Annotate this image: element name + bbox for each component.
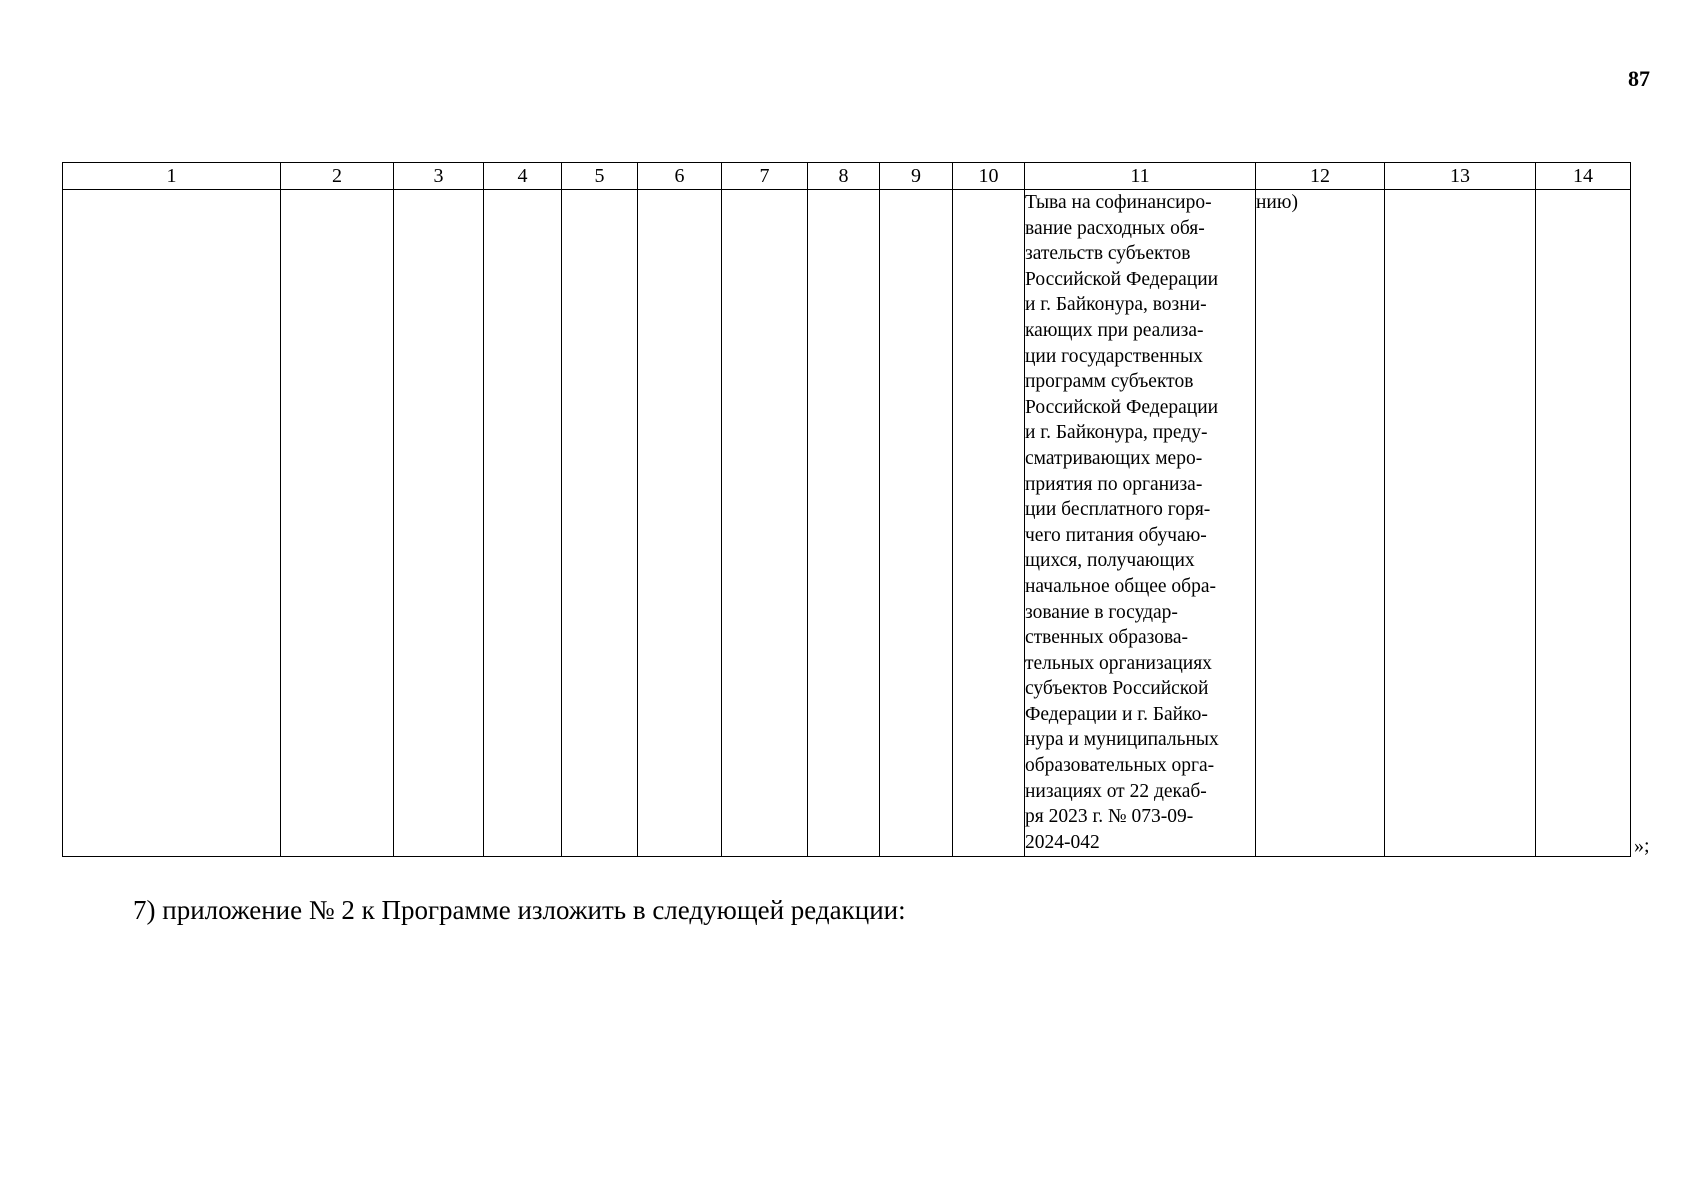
table-cell-3 — [394, 190, 484, 857]
column-header-10: 10 — [953, 163, 1025, 190]
table-cell-14 — [1536, 190, 1631, 857]
table-cell-8 — [808, 190, 880, 857]
table-cell-1 — [63, 190, 281, 857]
table-cell-4 — [484, 190, 562, 857]
data-table — [62, 162, 1631, 857]
table-row — [63, 190, 1631, 857]
instruction-paragraph: 7) приложение № 2 к Программе изложить в следующей редакции: — [133, 895, 906, 925]
column-header-3: 3 — [394, 163, 484, 190]
table-cell-11-description: Тыва на софинансиро- вание расходных обя- зательств субъектов Российской Федерации и г. Байконура, возни- кающих при реализа- ции государственных программ субъектов Российской Федерации и г. Байконура, преду- сматривающих меро- приятия по организа- ции бесплатного горя- чего питания обучаю- щихся, получающих начальное общее обра- зование в государ- ственных образова- тельных организациях субъектов Российской Федерации и г. Байко- нура и муниципальных образовательных орга- низациях от 22 декаб- ря 2023 г. № 073-09- 2024-042 — [1025, 190, 1256, 857]
data-table-container — [62, 162, 1630, 857]
column-header-14: 14 — [1536, 163, 1631, 190]
table-cell-6 — [638, 190, 722, 857]
column-header-5: 5 — [562, 163, 638, 190]
column-header-13: 13 — [1385, 163, 1536, 190]
column-header-6: 6 — [638, 163, 722, 190]
table-cell-9 — [880, 190, 953, 857]
column-header-12: 12 — [1256, 163, 1385, 190]
table-cell-13 — [1385, 190, 1536, 857]
table-cell-5 — [562, 190, 638, 857]
table-header-row — [63, 163, 1631, 190]
column-header-2: 2 — [281, 163, 394, 190]
column-header-7: 7 — [722, 163, 808, 190]
table-cell-10 — [953, 190, 1025, 857]
column-header-4: 4 — [484, 163, 562, 190]
page-number: 87 — [1628, 66, 1650, 91]
table-cell-7 — [722, 190, 808, 857]
table-cell-2 — [281, 190, 394, 857]
table-cell-12: нию) — [1256, 190, 1385, 857]
column-header-9: 9 — [880, 163, 953, 190]
column-header-1: 1 — [63, 163, 281, 190]
closing-quote: »; — [1634, 835, 1650, 857]
column-header-11: 11 — [1025, 163, 1256, 190]
column-header-8: 8 — [808, 163, 880, 190]
